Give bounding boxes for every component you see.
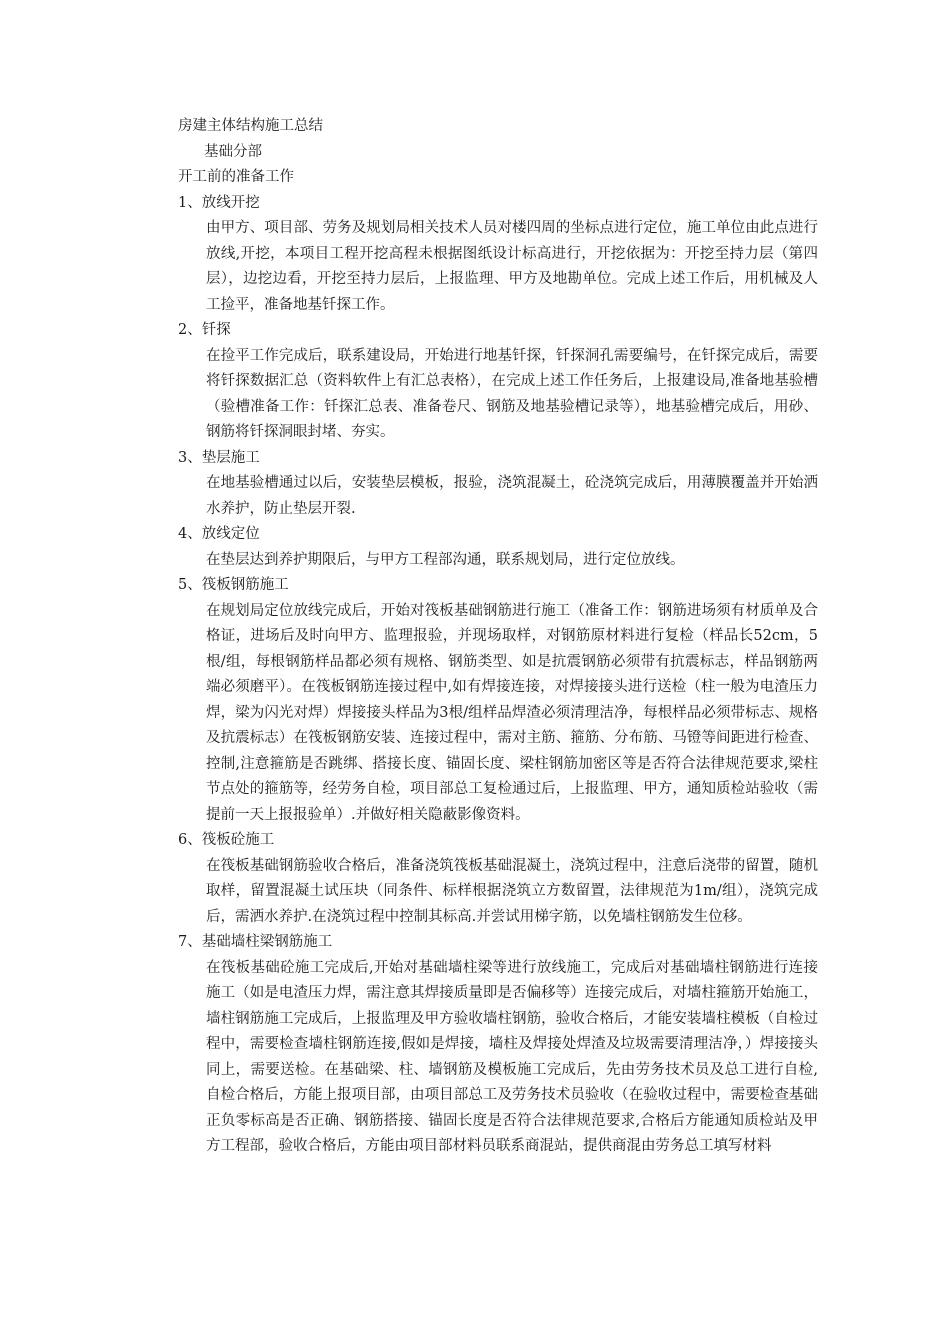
section-5: [178, 573, 818, 828]
document-subtitle: 基础分部: [204, 143, 262, 160]
section-7: [178, 930, 818, 1160]
section-paragraph: 由甲方、项目部、劳务及规划局相关技术人员对楼四周的坐标点进行定位，施工单位由此点进行放线,开挖，本项目工程开挖高程未根据图纸设计标高进行，开挖依据为：开挖至持力层（第四层），边挖边看，开挖至持力层后，上报监理、甲方及地勘单位。完成上述工作后，用机械及人工捡平，准备地基钎探工作。: [206, 220, 818, 313]
section-paragraph: 在筏板基础钢筋验收合格后，准备浇筑筏板基础混凝土，浇筑过程中，注意后浇带的留置，随机取样，留置混凝土试压块（同条件、标样根据浇筑立方数留置，法律规范为1m/组），浇筑完成后，需洒水养护.在浇筑过程中控制其标高.并尝试用梯字筋，以免墙柱钢筋发生位移。: [206, 857, 818, 925]
section-2: [178, 318, 818, 446]
section-3: [178, 446, 818, 523]
section-6: [178, 828, 818, 930]
section-paragraph: 在筏板基础砼施工完成后,开始对基础墙柱梁等进行放线施工，完成后对基础墙柱钢筋进行连接施工（如是电渣压力焊，需注意其焊接质量即是否偏移等）连接完成后，对墙柱箍筋开始施工，墙柱钢筋施工完成后，上报监理及甲方验收墙柱钢筋，验收合格后，才能安装墙柱模板（自检过程中，需要检查墙柱钢筋连接,假如是焊接，墙柱及焊接处焊渣及垃圾需要清理洁净，）焊接接头同上，需要送检。在基础梁、柱、墙钢筋及模板施工完成后，先由劳务技术员及总工进行自检,自检合格后，方能上报项目部，由项目部总工及劳务技术员验收（在验收过程中，需要检查基础正负零标高是否正确、钢筋搭接、锚固长度是否符合法律规范要求,合格后方能通知质检站及甲方工程部，验收合格后，方能由项目部材料员联系商混站，提供商混由劳务总工填写材料: [206, 959, 818, 1154]
section-paragraph: 在捡平工作完成后，联系建设局，开始进行地基钎探，钎探洞孔需要编号，在钎探完成后，需要将钎探数据汇总（资料软件上有汇总表格），在完成上述工作任务后，上报建设局,准备地基验槽（验槽准备工作：钎探汇总表、准备卷尺、钢筋及地基验槽记录等），地基验槽完成后，用砂、钢筋将钎探洞眼封堵、夯实。: [206, 347, 818, 440]
prep-heading: 开工前的准备工作: [178, 169, 294, 185]
document-body: [178, 114, 818, 1160]
section-heading: 3、垫层施工: [178, 449, 260, 466]
section-4: [178, 522, 818, 573]
section-heading: 5、筏板钢筋施工: [178, 577, 289, 593]
document-title: 房建主体结构施工总结: [178, 118, 323, 134]
section-paragraph: 在规划局定位放线完成后，开始对筏板基础钢筋进行施工（准备工作：钢筋进场须有材质单及合格证，进场后及时向甲方、监理报验，并现场取样，对钢筋原材料进行复检（样品长52cm，5根/组，每根钢筋样品都必须有规格、钢筋类型、如是抗震钢筋必须带有抗震标志，样品钢筋两端必须磨平）。在筏板钢筋连接过程中,如有焊接连接，对焊接接头进行送检（柱一般为电渣压力焊，梁为闪光对焊）焊接接头样品为3根/组样品焊渣必须清理洁净，每根样品必须带标志、规格及抗震标志）在筏板钢筋安装、连接过程中，需对主筋、箍筋、分布筋、马镫等间距进行检查、控制,注意箍筋是否跳绑、搭接长度、锚固长度、梁柱钢筋加密区等是否符合法律规范要求,梁柱节点处的箍筋等，经劳务自检，项目部总工复检通过后，上报监理、甲方，通知质检站验收（需提前一天上报报验单）.并做好相关隐蔽影像资料。: [206, 602, 818, 823]
section-heading: 7、基础墙柱梁钢筋施工: [178, 934, 333, 950]
section-heading: 2、钎探: [178, 322, 231, 338]
section-paragraph: 在垫层达到养护期限后，与甲方工程部沟通，联系规划局，进行定位放线。: [206, 551, 685, 568]
section-1: [178, 191, 818, 319]
section-heading: 1、放线开挖: [178, 194, 260, 211]
section-heading: 4、放线定位: [178, 526, 260, 542]
section-heading: 6、筏板砼施工: [178, 832, 275, 848]
section-paragraph: 在地基验槽通过以后，安装垫层模板，报验，浇筑混凝土，砼浇筑完成后，用薄膜覆盖并开始洒水养护，防止垫层开裂.: [206, 475, 818, 517]
